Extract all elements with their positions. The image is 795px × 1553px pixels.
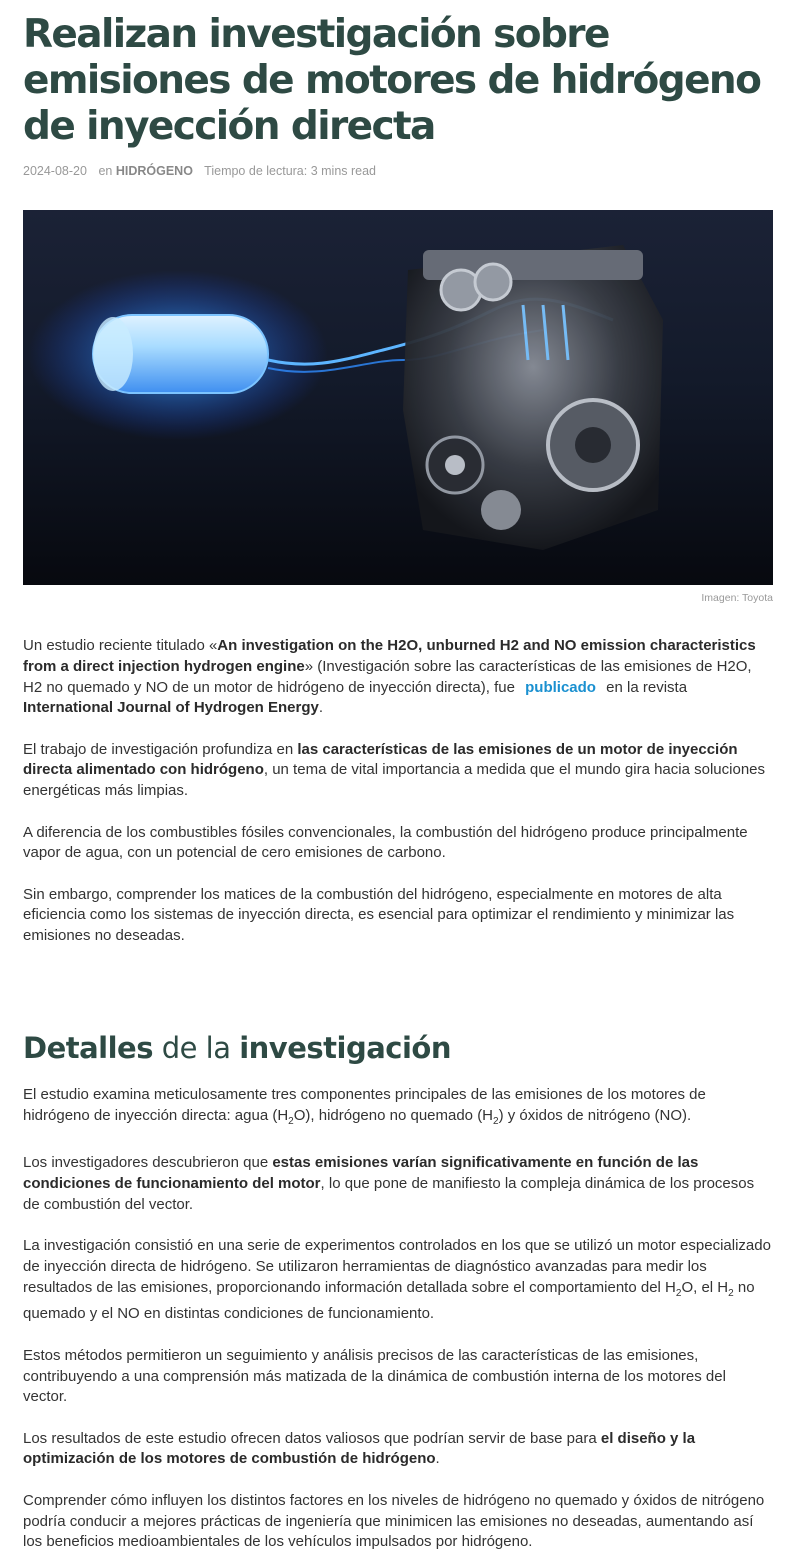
subscript: 2	[728, 1287, 734, 1299]
reading-time: Tiempo de lectura: 3 mins read	[204, 164, 377, 178]
text: O, el H	[681, 1278, 729, 1296]
subscript: 2	[288, 1115, 294, 1127]
paragraph: Sin embargo, comprender los matices de la combustión del hidrógeno, especialmente en motores de alta eficiencia como los sistemas de inyección directa, es esencial para optimizar el rendimiento y minimizar las emisiones no deseadas.	[23, 885, 735, 945]
paragraph	[23, 1153, 773, 1215]
bold-text: estas emisiones varían significativamente en función de las condiciones de funcionamiento del motor	[23, 1154, 699, 1192]
article	[23, 0, 773, 1553]
text: en la revista	[606, 678, 688, 696]
text: El trabajo de investigación profundiza en	[23, 740, 298, 758]
article-body	[23, 636, 773, 1553]
journal-name: International Journal of Hydrogen Energy	[23, 699, 319, 717]
text: Los resultados de este estudio ofrecen datos valiosos que podrían servir de base para	[23, 1429, 601, 1447]
bold-text: el diseño y la optimización de los motores de combustión de hidrógeno	[23, 1429, 696, 1468]
bold-text: las características de las emisiones de un motor de inyección directa alimentado con hidrógeno	[23, 740, 738, 779]
text: .	[318, 699, 324, 717]
article-date[interactable]: 2024-08-20	[23, 164, 87, 178]
category-prefix: en	[98, 164, 113, 178]
image-credit: Imagen: Toyota	[701, 592, 773, 604]
text: , lo que pone de manifiesto la compleja dinámica de los procesos de combustión del vector.	[23, 1174, 755, 1213]
article-meta	[23, 164, 773, 178]
hydrogen-engine-illustration	[23, 210, 773, 585]
subscript: 2	[493, 1115, 499, 1127]
heading-part: Detalles	[23, 1031, 153, 1066]
paragraph	[23, 1236, 773, 1325]
text: La investigación consistió en una serie de experimentos controlados en los que se utilizó un motor especializado de inyección directa de hidrógeno. Se utilizaron herramientas de diagnóstico avanzadas para medir los resultados de las emisiones, proporcionando información detallada sobre el comportamiento del H	[23, 1237, 771, 1296]
paragraph: Estos métodos permitieron un seguimiento y análisis precisos de las características de las emisiones, contribuyendo a una comprensión más matizada de la dinámica de combustión interna de los motores del vector.	[23, 1346, 726, 1406]
text: .	[435, 1450, 440, 1468]
hero-image	[23, 210, 773, 585]
publicado-link[interactable]: publicado	[525, 678, 596, 696]
page-title: Realizan investigación sobre emisiones de motores de hidrógeno de inyección directa	[23, 12, 761, 149]
text: no quemado y el NO en distintas condiciones de funcionamiento.	[23, 1278, 755, 1323]
paragraph	[23, 1085, 773, 1133]
paragraph	[23, 636, 773, 719]
paragraph: Comprender cómo influyen los distintos factores en los niveles de hidrógeno no quemado y óxidos de nitrógeno podría conducir a mejores prácticas de ingeniería que minimicen las emisiones no deseadas, aumentando así los beneficios medioambientales de los vehículos impulsados por hidrógeno.	[23, 1491, 765, 1551]
text: Un estudio reciente titulado «	[23, 637, 218, 654]
heading-part: investigación	[239, 1031, 451, 1066]
text: O), hidrógeno no quemado (H	[293, 1106, 494, 1124]
category-link[interactable]: HIDRÓGENO	[115, 164, 193, 178]
paragraph: A diferencia de los combustibles fósiles convencionales, la combustión del hidrógeno produce principalmente vapor de agua, con un potencial de cero emisiones de carbono.	[23, 823, 748, 862]
text: ) y óxidos de nitrógeno (NO).	[498, 1106, 692, 1124]
text: » (Investigación sobre las características de las emisiones de H2O, H2 no quemado y NO de un motor de hidrógeno de inyección directa), fue	[23, 657, 752, 696]
text: El estudio examina meticulosamente tres componentes principales de las emisiones de los motores de hidrógeno de inyección directa: agua (H	[23, 1086, 706, 1124]
paragraph	[23, 1429, 773, 1471]
subscript: 2	[675, 1287, 682, 1299]
section-heading	[23, 1031, 773, 1065]
study-title: An investigation on the H2O, unburned H2 and NO emission characteristics from a direct injection hydrogen engine	[23, 637, 756, 675]
text: , un tema de vital importancia a medida que el mundo gira hacia soluciones energéticas más limpias.	[23, 761, 765, 800]
text: Los investigadores descubrieron que	[23, 1154, 273, 1172]
paragraph	[23, 740, 773, 802]
heading-part: de la	[152, 1031, 240, 1066]
